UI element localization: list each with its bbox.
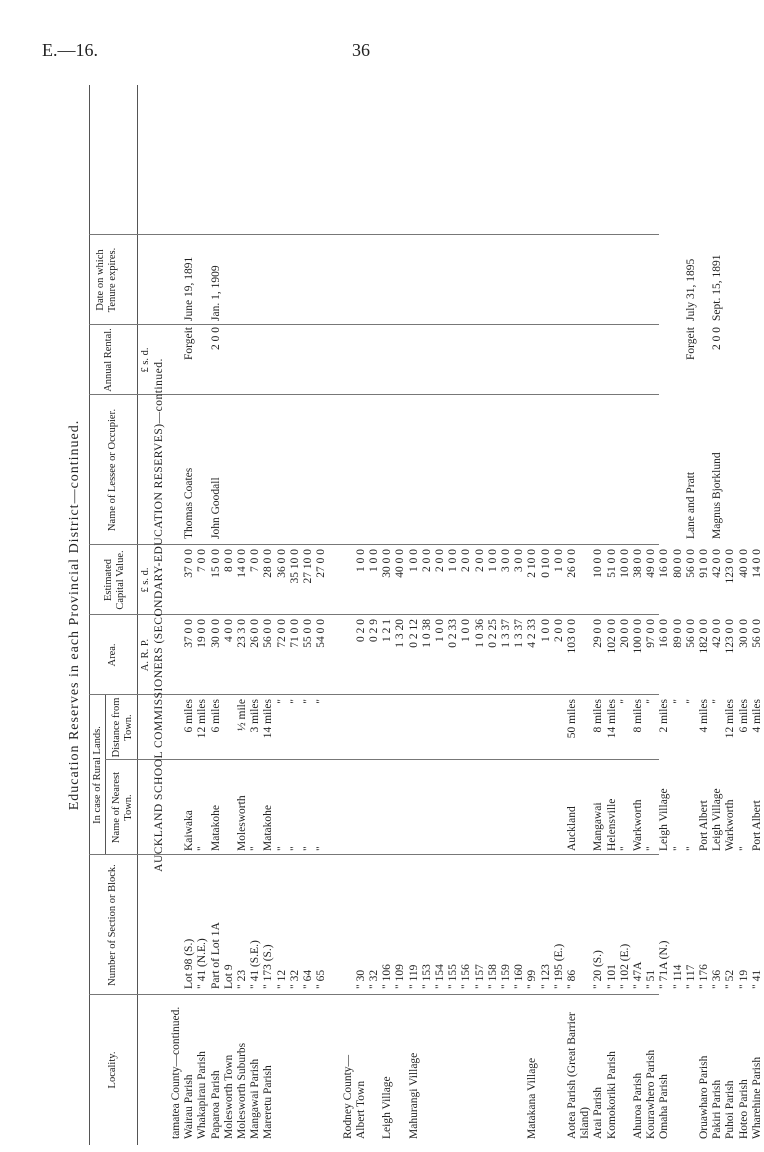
- section-title: AUCKLAND SCHOOL COMMISSIONERS (SECONDARY-EDUCATION RESERVES)—continued.: [153, 358, 165, 872]
- cell-loc: Wharehine Parish: [750, 1056, 763, 1139]
- col-rural-group: In case of Rural Lands.: [92, 726, 103, 824]
- cell-sec: " 153: [420, 964, 433, 989]
- table-row: [552, 85, 566, 1145]
- cell-town: ": [737, 846, 750, 851]
- table-row: [367, 85, 381, 1145]
- area-units: A. R. P.: [140, 638, 151, 672]
- cell-value: 10 0 0: [618, 549, 631, 578]
- cell-value: 42 0 0: [711, 549, 724, 578]
- cell-sec: " 160: [513, 964, 526, 989]
- cell-loc: Whakapirau Parish: [196, 1051, 209, 1139]
- cell-sec: " 64: [302, 969, 314, 989]
- cell-area: 0 2 25: [486, 619, 499, 648]
- cell-value: 14 0 0: [750, 549, 763, 578]
- cell-value: 7 0 0: [249, 549, 262, 572]
- table-row: [420, 85, 434, 1145]
- cell-loc: Paparoa Parish: [209, 1070, 222, 1139]
- cell-value: 15 0 0: [209, 549, 222, 578]
- table-row: [182, 85, 196, 1145]
- cell-loc: Aotea Parish (Great Barrier: [566, 1012, 578, 1139]
- cell-dist: 12 miles: [724, 699, 737, 739]
- table-row: [288, 85, 302, 1145]
- cell-value: 2 10 0: [526, 549, 539, 578]
- cell-value: 1 0 0: [354, 549, 367, 572]
- table-row: [275, 85, 289, 1145]
- cell-value: 8 0 0: [222, 549, 235, 572]
- cell-town: ": [302, 846, 314, 851]
- table-row: [473, 85, 487, 1145]
- cell-loc: Ahuroa Parish: [632, 1072, 644, 1139]
- cell-value: 49 0 0: [645, 549, 658, 578]
- cell-sec: " 117: [684, 964, 697, 989]
- cell-sec: " 176: [698, 964, 710, 989]
- cell-area: 2 0 0: [552, 619, 565, 642]
- cell-dist: ": [671, 699, 684, 704]
- page-number: 36: [352, 40, 370, 60]
- cell-value: 16 0 0: [658, 549, 671, 578]
- cell-loc: Rodney County—: [341, 1054, 354, 1139]
- page-reference: E.—16.: [42, 40, 98, 60]
- cell-area: 182 0 0: [698, 619, 710, 654]
- cell-area: 0 2 9: [368, 619, 380, 642]
- cell-dist: ": [684, 699, 697, 704]
- cell-loc: Wairau Parish: [183, 1074, 196, 1139]
- cell-loc: Albert Town: [354, 1080, 367, 1139]
- cell-sec: " 114: [671, 964, 684, 989]
- cell-sec: " 99: [526, 969, 539, 989]
- cell-area: 56 0 0: [750, 619, 763, 648]
- cell-value: 27 10 0: [302, 549, 314, 584]
- cell-area: 1 3 37: [500, 619, 512, 648]
- cell-value: 27 0 0: [315, 549, 328, 578]
- cell-value: 26 0 0: [566, 549, 578, 578]
- cell-dist: 2 miles: [658, 699, 671, 733]
- cell-value: 0 10 0: [539, 549, 552, 578]
- table-row: [591, 85, 605, 1145]
- cell-area: 29 0 0: [592, 619, 605, 648]
- table-row: [618, 85, 632, 1145]
- cell-value: 40 0 0: [737, 549, 750, 578]
- table-row: [393, 85, 407, 1145]
- table-row: [459, 85, 473, 1145]
- table-row: [314, 85, 328, 1145]
- cell-dist: 14 miles: [262, 699, 275, 739]
- cell-lessee: John Goodall: [209, 477, 222, 539]
- cell-sec: " 47A: [632, 961, 644, 989]
- cell-loc: Mangawai Parish: [249, 1058, 262, 1139]
- cell-town: Port Albert: [698, 800, 710, 851]
- cell-area: 4 0 0: [222, 619, 235, 642]
- cell-town: Warkworth: [632, 799, 644, 851]
- cell-sec: " 156: [460, 964, 473, 989]
- cell-sec: " 195 (E.): [552, 943, 565, 989]
- col-locality: Locality.: [107, 1051, 118, 1089]
- cell-value: 3 0 0: [500, 549, 512, 572]
- cell-town: ": [196, 846, 209, 851]
- cell-area: 1 0 0: [539, 619, 552, 642]
- cell-sec: " 173 (S.): [262, 944, 275, 989]
- cell-town: ": [288, 846, 301, 851]
- cell-area: 1 0 38: [420, 619, 433, 648]
- cell-area: 71 0 0: [288, 619, 301, 648]
- cell-sec: " 157: [473, 964, 486, 989]
- cell-value: 2 0 0: [473, 549, 486, 572]
- cell-sec: " 52: [724, 969, 737, 989]
- col-area: Area.: [107, 643, 118, 667]
- cell-loc: Molesworth Suburbs: [236, 1042, 248, 1139]
- cell-sec: " 106: [381, 964, 394, 989]
- table-row: [605, 85, 619, 1145]
- table-row: [433, 85, 447, 1145]
- cell-area: 0 2 12: [407, 619, 420, 648]
- cell-loc: Island): [579, 1107, 592, 1139]
- cell-area: 30 0 0: [209, 619, 222, 648]
- cell-sec: " 36: [711, 969, 724, 989]
- rental-units: £ s. d.: [140, 347, 151, 373]
- cell-sec: " 65: [315, 969, 328, 989]
- table-row: [261, 85, 275, 1145]
- cell-town: Leigh Village: [658, 788, 671, 851]
- cell-sec: " 19: [737, 969, 750, 989]
- cell-sec: " 71A (N.): [658, 940, 671, 989]
- cell-area: 26 0 0: [249, 619, 262, 648]
- table-row: [235, 85, 249, 1145]
- cell-area: 20 0 0: [618, 619, 631, 648]
- table-row: [723, 85, 737, 1145]
- cell-dist: 4 miles: [750, 699, 763, 733]
- cell-dist: 6 miles: [183, 699, 196, 733]
- cell-sec: " 109: [394, 964, 407, 989]
- cell-area: 100 0 0: [632, 619, 644, 654]
- rotated-table-frame: [65, 85, 763, 1145]
- cell-town: ": [684, 846, 697, 851]
- cell-town: ": [618, 846, 631, 851]
- cell-loc: Puhoi Parish: [724, 1080, 737, 1139]
- cell-value: 37 0 0: [183, 549, 196, 578]
- cell-town: Port Albert: [750, 800, 763, 851]
- cell-sec: " 159: [500, 964, 512, 989]
- header-rule: [137, 85, 138, 1145]
- cell-loc: Arai Parish: [592, 1086, 605, 1139]
- cell-sec: " 123: [539, 964, 552, 989]
- table-row: [301, 85, 315, 1145]
- cell-value: 35 10 0: [288, 549, 301, 584]
- cell-loc: tamatea County—continued.: [170, 1006, 182, 1139]
- cell-dist: ": [288, 699, 301, 704]
- cell-dist: 3 miles: [249, 699, 262, 733]
- cell-town: ": [315, 846, 328, 851]
- cell-town: ": [671, 846, 684, 851]
- cell-loc: Mahurangi Village: [407, 1052, 420, 1139]
- cell-area: 42 0 0: [711, 619, 724, 648]
- cell-loc: Komokoriki Parish: [605, 1051, 618, 1139]
- table-row: [671, 85, 685, 1145]
- cell-value: 91 0 0: [698, 549, 710, 578]
- cell-area: 103 0 0: [566, 619, 578, 654]
- cell-value: 2 0 0: [434, 549, 446, 572]
- cell-sec: " 101: [605, 964, 618, 989]
- cell-dist: ½ mile: [236, 699, 248, 731]
- col-distance: Distance from Town.: [111, 697, 134, 758]
- table-row: [684, 85, 698, 1145]
- table-row: [499, 85, 513, 1145]
- cell-value: 2 0 0: [460, 549, 473, 572]
- cell-sec: " 41 (N.E.): [196, 938, 209, 989]
- table-row: [710, 85, 724, 1145]
- cell-area: 56 0 0: [684, 619, 697, 648]
- cell-town: Mangawai: [592, 802, 605, 851]
- col-town: Name of Nearest Town.: [111, 771, 134, 844]
- table-row: [578, 85, 592, 1145]
- col-date: Date on which Tenure expires.: [95, 247, 118, 313]
- cell-area: 1 3 37: [513, 619, 526, 648]
- cell-dist: 12 miles: [196, 699, 209, 739]
- top-rule: [89, 85, 90, 1145]
- cell-town: Helensville: [605, 798, 618, 851]
- cell-dist: ": [302, 699, 314, 704]
- table-row: [657, 85, 671, 1145]
- cell-dist: 50 miles: [566, 699, 578, 739]
- rural-rule: [105, 695, 106, 855]
- cell-sec: Part of Lot 1A: [209, 922, 222, 989]
- cell-sec: " 23: [236, 969, 248, 989]
- table-row: [446, 85, 460, 1145]
- table-row: [512, 85, 526, 1145]
- cell-sec: " 102 (E.): [618, 943, 631, 989]
- cell-value: 38 0 0: [632, 549, 644, 578]
- col-value: Estimated Capital Value.: [103, 550, 126, 610]
- cell-town: Molesworth: [236, 795, 248, 851]
- cell-sec: " 32: [288, 969, 301, 989]
- cell-area: 72 0 0: [275, 619, 288, 648]
- cell-value: 10 0 0: [592, 549, 605, 578]
- cell-loc: Omaha Parish: [658, 1074, 671, 1139]
- table-row: [750, 85, 764, 1145]
- cell-sec: " 86: [566, 969, 578, 989]
- cell-town: Matakohe: [262, 805, 275, 851]
- cell-area: 56 0 0: [262, 619, 275, 648]
- cell-value: 40 0 0: [394, 549, 407, 578]
- cell-value: 1 0 0: [407, 549, 420, 572]
- cell-sec: " 119: [407, 964, 420, 989]
- reserves-table: [65, 85, 763, 1145]
- cell-loc: Matakana Village: [526, 1057, 539, 1139]
- cell-area: 1 3 20: [394, 619, 407, 648]
- cell-sec: " 41: [750, 969, 763, 989]
- cell-area: 19 0 0: [196, 619, 209, 648]
- cell-date: Sept. 15, 1891: [711, 254, 724, 321]
- cell-loc: Mareretu Parish: [262, 1065, 275, 1139]
- table-row: [222, 85, 236, 1145]
- cell-loc: Oruawharo Parish: [698, 1055, 710, 1139]
- cell-value: 36 0 0: [275, 549, 288, 578]
- cell-dist: ": [645, 699, 658, 704]
- cell-area: 54 0 0: [315, 619, 328, 648]
- cell-town: Leigh Village: [711, 788, 724, 851]
- table-row: [195, 85, 209, 1145]
- table-row: [737, 85, 751, 1145]
- cell-area: 23 3 0: [236, 619, 248, 648]
- cell-value: 1 0 0: [552, 549, 565, 572]
- cell-sec: " 20 (S.): [592, 950, 605, 989]
- cell-rental: Forgeit: [684, 327, 697, 361]
- cell-dist: ": [618, 699, 631, 704]
- cell-sec: " 158: [486, 964, 499, 989]
- cell-area: 1 0 0: [434, 619, 446, 642]
- cell-area: 30 0 0: [737, 619, 750, 648]
- cell-area: 0 2 0: [354, 619, 367, 642]
- cell-lessee: Lane and Pratt: [684, 471, 697, 539]
- cell-dist: ": [275, 699, 288, 704]
- cell-rental: 2 0 0: [209, 327, 222, 350]
- cell-area: 1 0 36: [473, 619, 486, 648]
- table-row: [407, 85, 421, 1145]
- cell-value: 56 0 0: [684, 549, 697, 578]
- table-row: [539, 85, 553, 1145]
- cell-value: 1 0 0: [486, 549, 499, 572]
- cell-value: 80 0 0: [671, 549, 684, 578]
- cell-town: ": [275, 846, 288, 851]
- cell-value: 2 0 0: [420, 549, 433, 572]
- cell-area: 123 0 0: [724, 619, 737, 654]
- cell-area: 97 0 0: [645, 619, 658, 648]
- table-row: [565, 85, 579, 1145]
- cell-loc: Kourawhero Parish: [645, 1049, 658, 1139]
- cell-sec: " 12: [275, 969, 288, 989]
- cell-area: 0 2 33: [447, 619, 460, 648]
- cell-area: 1 2 1: [381, 619, 394, 642]
- cell-sec: Lot 98 (S.): [183, 938, 196, 989]
- table-row: [169, 85, 183, 1145]
- cell-loc: Leigh Village: [381, 1076, 394, 1139]
- cell-dist: 8 miles: [632, 699, 644, 733]
- cell-loc: Molesworth Town: [222, 1054, 235, 1139]
- cell-town: ": [645, 846, 658, 851]
- value-units: £ s. d.: [140, 567, 151, 593]
- cell-value: 7 0 0: [196, 549, 209, 572]
- cell-town: Kaiwaka: [183, 810, 196, 851]
- table-row: [697, 85, 711, 1145]
- table-title: Education Reserves in each Provincial District—continued.: [67, 419, 82, 811]
- cell-date: July 31, 1895: [684, 258, 697, 321]
- cell-lessee: Magnus Bjorklund: [711, 452, 724, 539]
- cell-dist: 14 miles: [605, 699, 618, 739]
- col-section: Number of Section or Block.: [107, 864, 118, 986]
- cell-sec: " 155: [447, 964, 460, 989]
- cell-value: 123 0 0: [724, 549, 737, 584]
- cell-value: 51 0 0: [605, 549, 618, 578]
- cell-sec: " 154: [434, 964, 446, 989]
- cell-area: 1 0 0: [460, 619, 473, 642]
- cell-sec: " 32: [368, 969, 380, 989]
- cell-area: 55 0 0: [302, 619, 314, 648]
- cell-dist: 6 miles: [737, 699, 750, 733]
- cell-area: 16 0 0: [658, 619, 671, 648]
- cell-rental: Forgeit: [183, 327, 196, 361]
- cell-value: 3 0 0: [513, 549, 526, 572]
- cell-dist: 8 miles: [592, 699, 605, 733]
- table-row: [644, 85, 658, 1145]
- cell-dist: 6 miles: [209, 699, 222, 733]
- table-row: [209, 85, 223, 1145]
- cell-date: June 19, 1891: [183, 256, 196, 321]
- table-row: [380, 85, 394, 1145]
- cell-value: 30 0 0: [381, 549, 394, 578]
- table-row: [327, 85, 341, 1145]
- table-row: [248, 85, 262, 1145]
- cell-sec: " 30: [354, 969, 367, 989]
- cell-town: Auckland: [566, 806, 578, 851]
- col-rental: Annual Rental.: [103, 328, 114, 392]
- col-lessee: Name of Lessee or Occupier.: [107, 408, 118, 532]
- cell-date: Jan. 1, 1909: [209, 265, 222, 321]
- cell-value: 14 0 0: [236, 549, 248, 578]
- cell-town: ": [249, 846, 262, 851]
- table-row: [525, 85, 539, 1145]
- cell-town: Matakohe: [209, 805, 222, 851]
- cell-dist: ": [711, 699, 724, 704]
- cell-rental: 2 0 0: [711, 327, 724, 350]
- cell-lessee: Thomas Coates: [183, 467, 196, 539]
- table-row: [486, 85, 500, 1145]
- cell-town: Warkworth: [724, 799, 737, 851]
- cell-sec: " 51: [645, 969, 658, 989]
- cell-loc: Pakiri Parish: [711, 1079, 724, 1139]
- cell-area: 4 2 33: [526, 619, 539, 648]
- cell-area: 102 0 0: [605, 619, 618, 654]
- cell-dist: 4 miles: [698, 699, 710, 733]
- cell-value: 1 0 0: [447, 549, 460, 572]
- cell-dist: ": [315, 699, 328, 704]
- cell-sec: Lot 9: [222, 964, 235, 989]
- cell-value: 1 0 0: [368, 549, 380, 572]
- table-row: [354, 85, 368, 1145]
- cell-value: 28 0 0: [262, 549, 275, 578]
- cell-loc: Hoteo Parish: [737, 1079, 750, 1139]
- cell-area: 37 0 0: [183, 619, 196, 648]
- table-row: [341, 85, 355, 1145]
- cell-area: 89 0 0: [671, 619, 684, 648]
- cell-sec: " 41 (S.E.): [249, 940, 262, 989]
- table-row: [631, 85, 645, 1145]
